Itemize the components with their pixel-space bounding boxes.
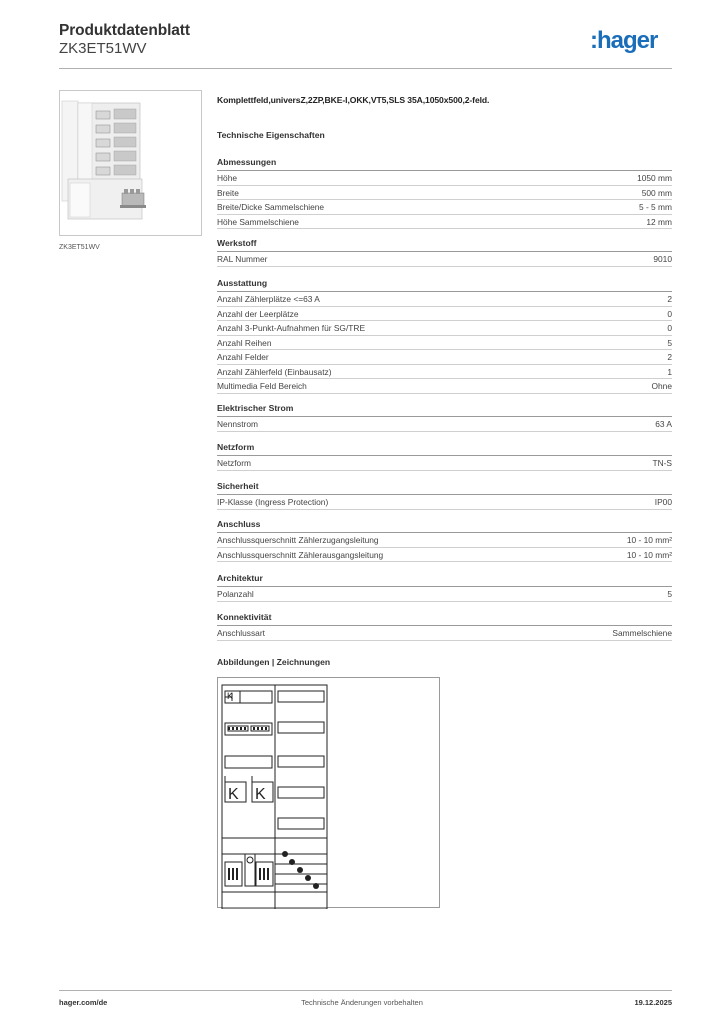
row-label: Netzform: [217, 458, 251, 468]
row-value: Ohne: [651, 381, 672, 391]
table-row: [217, 336, 672, 351]
table-row: [217, 365, 672, 380]
section-architektur: [217, 572, 672, 602]
table-row: [217, 626, 672, 641]
table-row: [217, 548, 672, 563]
row-label: Nennstrom: [217, 419, 258, 429]
k-small-label: K: [227, 691, 234, 701]
table-row: [217, 321, 672, 336]
section-title: Konnektivität: [217, 612, 272, 622]
row-label: Anzahl der Leerplätze: [217, 308, 299, 319]
row-label: Breite: [217, 187, 239, 198]
row-value: 5: [667, 589, 672, 599]
footer-website-link[interactable]: hager.com/de: [59, 998, 108, 1007]
row-value: 1050 mm: [637, 173, 672, 183]
row-value: Sammelschiene: [612, 628, 672, 638]
row-value: 0: [667, 323, 672, 333]
row-label: Anschlussquerschnitt Zählerzugangsleitung: [217, 535, 379, 545]
row-value: 10 - 10 mm²: [626, 549, 672, 560]
k-meter-label-left: K: [228, 786, 239, 803]
footer-notice: Technische Änderungen vorbehalten: [301, 998, 423, 1007]
section-title: Werkstoff: [217, 238, 257, 248]
section-title: Abmessungen: [217, 157, 277, 167]
hager-logo: :hager: [590, 27, 658, 54]
table-row: [217, 186, 672, 201]
footer-date: 19.12.2025: [634, 998, 672, 1007]
section-title: Anschluss: [217, 519, 261, 529]
section-title: Architektur: [217, 573, 263, 583]
section-elektrischer-strom: [217, 402, 672, 432]
table-row: [217, 292, 672, 307]
row-value: 2: [667, 352, 672, 362]
row-label: Anschlussart: [217, 628, 265, 638]
header-divider: [59, 68, 672, 69]
row-value: 9010: [653, 254, 672, 264]
row-label: Höhe: [217, 173, 238, 183]
technical-drawing: [217, 677, 440, 908]
row-label: Anzahl Zählerfeld (Einbausatz): [217, 366, 332, 377]
row-value: IP00: [654, 497, 672, 507]
product-image: [59, 90, 202, 236]
row-value: 2: [667, 294, 672, 304]
k-meter-label-right: K: [255, 786, 266, 803]
technical-properties-heading: Technische Eigenschaften: [217, 130, 325, 140]
table-row: [217, 456, 672, 471]
section-title: Ausstattung: [217, 278, 268, 288]
section-netzform: [217, 441, 672, 471]
row-value: 12 mm: [646, 216, 672, 227]
table-row: [217, 587, 672, 602]
table-row: [217, 379, 672, 394]
row-label: Anschlussquerschnitt Zählerausgangsleitung: [217, 549, 384, 560]
table-row: [217, 171, 672, 186]
row-value: TN-S: [652, 458, 672, 468]
row-value: 1: [667, 366, 672, 377]
product-code-heading: ZK3ET51WV: [59, 40, 147, 57]
row-label: RAL Nummer: [217, 254, 268, 264]
section-title: Elektrischer Strom: [217, 403, 294, 413]
schematic-svg: [218, 678, 441, 909]
row-label: Anzahl Reihen: [217, 337, 272, 348]
row-label: Höhe Sammelschiene: [217, 216, 299, 227]
row-value: 5 - 5 mm: [638, 202, 672, 212]
table-row: [217, 417, 672, 432]
row-label: Anzahl 3-Punkt-Aufnahmen für SG/TRE: [217, 323, 366, 333]
row-label: Anzahl Zählerplätze <=63 A: [217, 294, 320, 304]
row-value: 10 - 10 mm²: [626, 535, 672, 545]
product-description: Komplettfeld,universZ,2ZP,BKE-I,OKK,VT5,SLS 35A,1050x500,2-feld.: [217, 95, 490, 105]
section-ausstattung: [217, 277, 672, 394]
section-title: Netzform: [217, 442, 255, 452]
table-row: [217, 307, 672, 322]
footer-divider: [59, 990, 672, 991]
row-label: Multimedia Feld Bereich: [217, 381, 307, 391]
row-label: Breite/Dicke Sammelschiene: [217, 202, 325, 212]
product-illustration: [60, 91, 202, 236]
section-abmessungen: [217, 156, 672, 229]
section-title: Sicherheit: [217, 481, 259, 491]
product-image-caption: ZK3ET51WV: [59, 244, 100, 251]
row-value: 5: [667, 337, 672, 348]
table-row: [217, 533, 672, 548]
section-werkstoff: [217, 237, 672, 267]
table-row: [217, 350, 672, 365]
row-label: Anzahl Felder: [217, 352, 269, 362]
row-label: Polanzahl: [217, 589, 254, 599]
section-sicherheit: [217, 480, 672, 510]
page-title: Produktdatenblatt: [59, 22, 190, 39]
row-value: 0: [667, 308, 672, 319]
row-label: IP-Klasse (Ingress Protection): [217, 497, 329, 507]
section-anschluss: [217, 518, 672, 562]
table-row: [217, 495, 672, 510]
table-row: [217, 252, 672, 267]
row-value: 63 A: [655, 419, 672, 429]
drawings-heading: Abbildungen | Zeichnungen: [217, 657, 331, 667]
table-row: [217, 200, 672, 215]
table-row: [217, 215, 672, 230]
row-value: 500 mm: [641, 187, 672, 198]
section-konnektivitaet: [217, 611, 672, 641]
